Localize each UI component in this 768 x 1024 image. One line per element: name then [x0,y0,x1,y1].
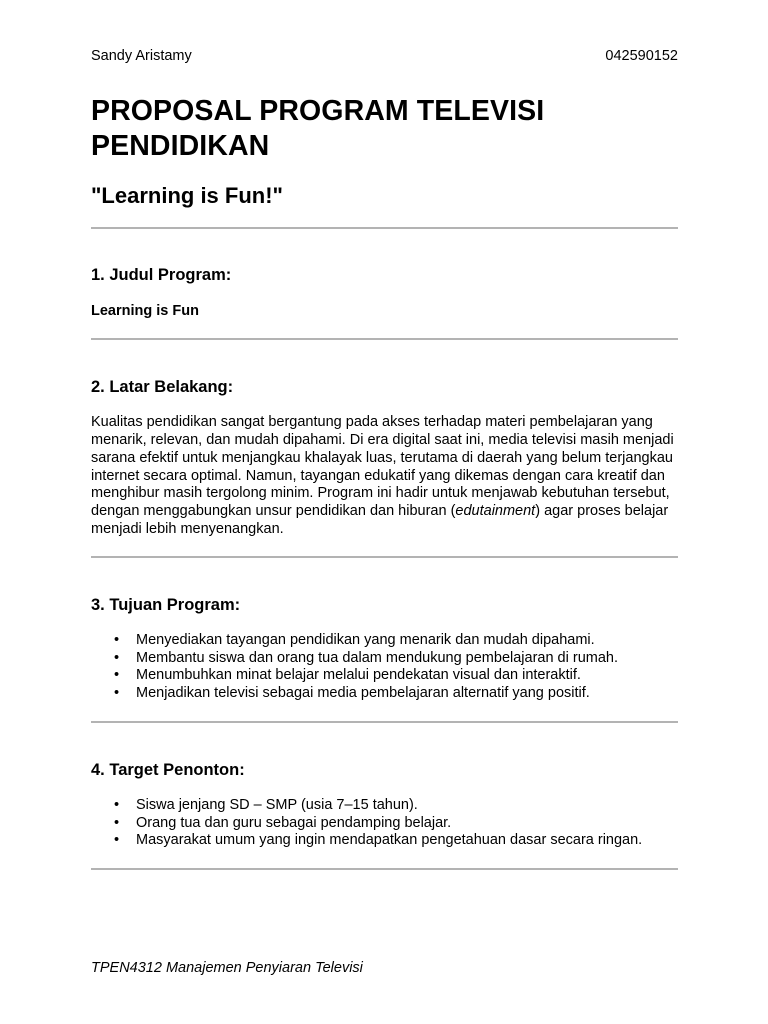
background-text-start: Kualitas pendidikan sangat bergantung pada akses terhadap materi pembelajaran yang menarik, relevan, dan mudah dipahami. Di era digital saat ini, media televisi masih menjadi sarana efektif untuk menjangkau khalayak luas, terutama di daerah yang belum terjangkau internet secara optimal. Namun, tayangan edukatif yang dikemas dengan cara kreatif dan menghibur masih tergolong minim. Program ini hadir untuk menjawab kebutuhan tersebut, dengan menggabungkan unsur pendidikan dan hiburan ( [91,414,674,520]
section-heading-latar: 2. Latar Belakang: [91,378,234,396]
program-title-value: Learning is Fun [91,303,199,319]
list-item [91,815,642,833]
section-heading-judul: 1. Judul Program: [91,266,232,284]
bullet-icon: • [114,797,120,813]
audience-list [91,797,642,850]
section-heading-target: 4. Target Penonton: [91,761,245,779]
list-item [91,667,618,685]
bullet-icon: • [114,832,120,849]
list-item-text: Menyediakan tayangan pendidikan yang menarik dan mudah dipahami. [136,632,595,648]
divider [91,868,678,870]
divider [91,556,678,558]
list-item [91,797,642,815]
bullet-icon: • [114,667,120,684]
document-subtitle: "Learning is Fun!" [91,183,283,208]
list-item [91,632,618,650]
divider [91,227,678,229]
list-item-text: Membantu siswa dan orang tua dalam mendukung pembelajaran di rumah. [136,649,619,666]
list-item-text: Siswa jenjang SD – SMP (usia 7–15 tahun). [136,797,418,813]
document-title: PROPOSAL PROGRAM TELEVISI PENDIDIKAN [91,95,545,162]
section-heading-tujuan: 3. Tujuan Program: [91,596,241,614]
background-paragraph [91,414,681,539]
list-item [91,685,618,703]
list-item-text: Masyarakat umum yang ingin mendapatkan pengetahuan dasar secara ringan. [136,832,643,849]
background-text-end: ) agar proses belajar menjadi lebih menyenangkan. [91,503,669,538]
page-footer: TPEN4312 Manajemen Penyiaran Televisi [91,960,363,976]
list-item-text: Menumbuhkan minat belajar melalui pendekatan visual dan interaktif. [136,667,581,684]
list-item-text: Orang tua dan guru sebagai pendamping belajar. [136,814,452,831]
divider [91,721,678,723]
document-page [91,0,678,1024]
author-name: Sandy Aristamy [91,48,192,64]
list-item [91,650,618,668]
list-item [91,832,642,850]
bullet-icon: • [114,684,120,701]
page-header [91,47,678,65]
bullet-icon: • [114,649,120,666]
bullet-icon: • [114,632,120,648]
student-id: 042590152 [605,48,678,64]
list-item-text: Menjadikan televisi sebagai media pembelajaran alternatif yang positif. [136,684,590,701]
divider [91,338,678,340]
background-text-italic: edutainment [455,503,536,520]
objectives-list [91,632,618,702]
bullet-icon: • [114,814,120,831]
